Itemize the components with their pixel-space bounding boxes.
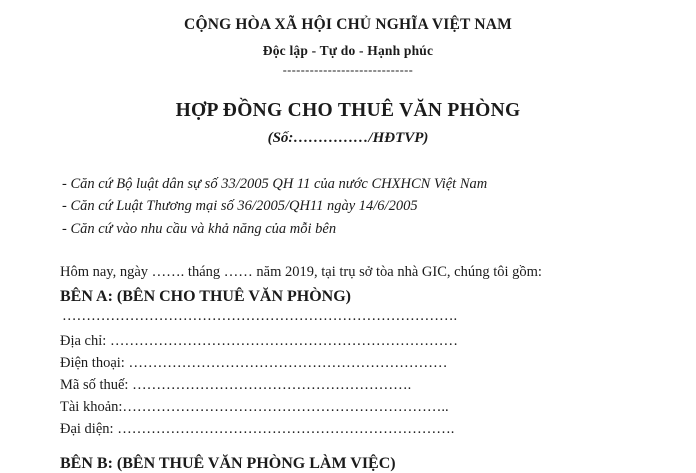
field-row xyxy=(60,418,636,440)
legal-basis-line: - Căn cứ vào nhu cầu và khả năng của mỗi bên xyxy=(62,220,337,237)
field-row xyxy=(60,352,636,374)
field-dots: …………………………………………………. xyxy=(128,377,412,394)
field-dots: ……………………………………………………………. xyxy=(113,421,455,438)
nation-heading: CỘNG HÒA XÃ HỘI CHỦ NGHĨA VIỆT NAM xyxy=(184,16,512,33)
party-a-name-line: ………………………………………………………………………. xyxy=(62,308,458,325)
legal-basis-line: - Căn cứ Bộ luật dân sự số 33/2005 QH 11 của nước CHXHCN Việt Nam xyxy=(62,176,488,192)
field-dots: ……………………………………………………………… xyxy=(106,333,458,350)
document-number: (Số:……………/HĐTVP) xyxy=(267,130,429,146)
field-label: Tài khoản: xyxy=(60,399,123,416)
field-row xyxy=(60,374,636,396)
intro-paragraph: Hôm nay, ngày ……. tháng …… năm 2019, tại trụ sở tòa nhà GIC, chúng tôi gồm: xyxy=(60,264,542,281)
document-title: HỢP ĐỒNG CHO THUÊ VĂN PHÒNG xyxy=(175,100,521,121)
field-label: Địa chỉ: xyxy=(60,333,107,350)
party-a-heading: BÊN A: (BÊN CHO THUÊ VĂN PHÒNG) xyxy=(60,288,351,306)
field-row xyxy=(60,330,636,352)
field-dots: ………………………………………………………… xyxy=(124,355,448,372)
legal-basis-line: - Căn cứ Luật Thương mại số 36/2005/QH11 ngày 14/6/2005 xyxy=(62,198,418,215)
motto-heading: Độc lập - Tự do - Hạnh phúc xyxy=(262,43,434,58)
field-dots: ………………………………………………………….. xyxy=(122,399,449,416)
field-label: Mã số thuế: xyxy=(60,377,129,394)
legal-basis-block xyxy=(60,173,636,240)
field-row xyxy=(60,396,636,418)
heading-divider: ----------------------------- xyxy=(282,63,414,77)
field-label: Điện thoại: xyxy=(60,355,125,372)
party-a-fields xyxy=(60,330,636,440)
field-label: Đại diện: xyxy=(60,421,114,438)
party-b-heading: BÊN B: (BÊN THUÊ VĂN PHÒNG LÀM VIỆC) xyxy=(60,455,396,473)
